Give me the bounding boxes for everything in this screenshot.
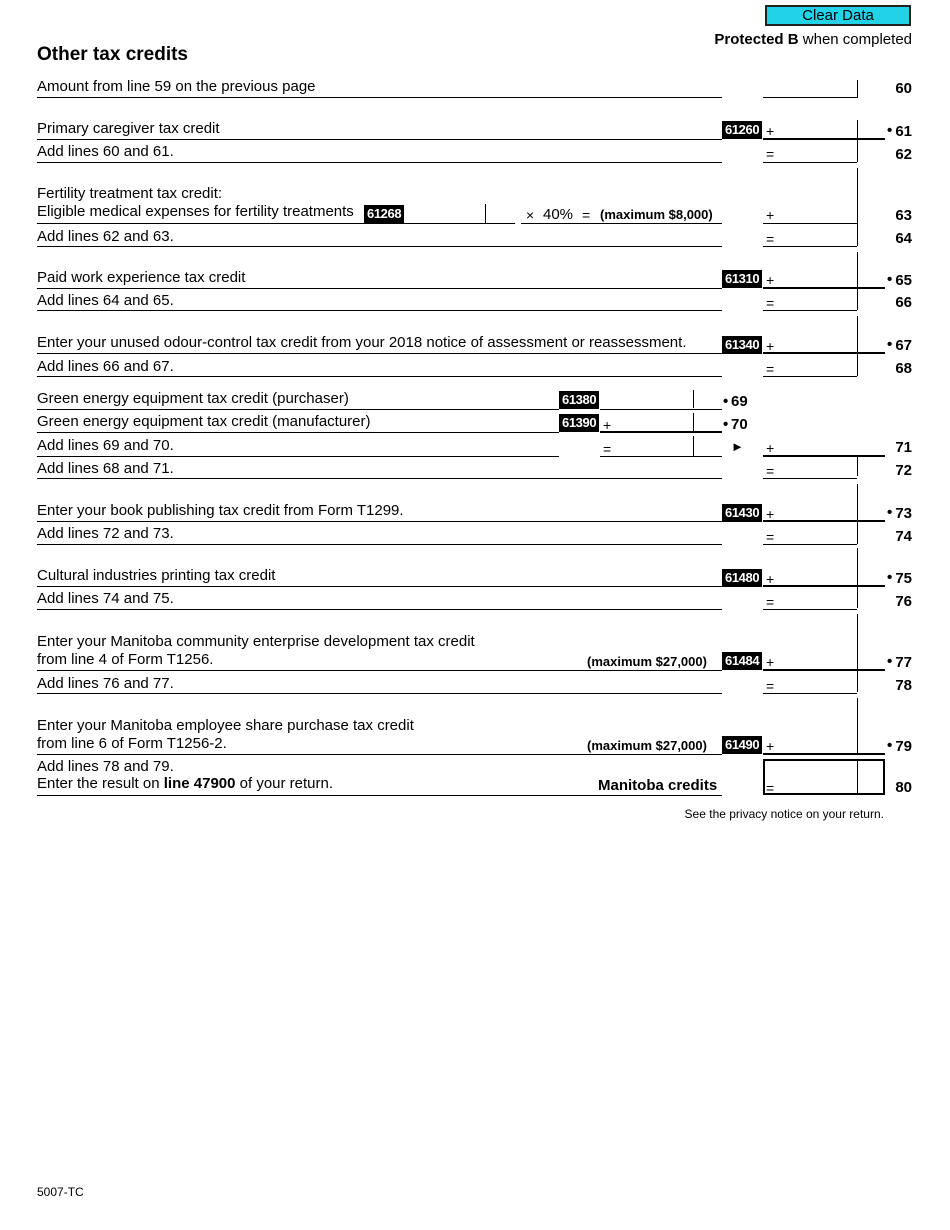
line-78-field[interactable] <box>763 693 857 694</box>
line-74-number: 74 <box>895 528 912 545</box>
line-66-number: 66 <box>895 294 912 311</box>
line-69-code: 61380 <box>559 391 599 409</box>
line-67-number: 67 <box>895 337 912 354</box>
line-73-field[interactable] <box>763 520 885 522</box>
line-73-label: Enter your book publishing tax credit from Form T1299. <box>37 502 404 519</box>
line-60-field[interactable] <box>763 97 857 98</box>
line-80-label-1: Add lines 78 and 79. <box>37 758 174 775</box>
line-67-field[interactable] <box>763 352 885 354</box>
line-69-number: 69 <box>731 393 748 410</box>
line-80-field[interactable] <box>763 759 885 795</box>
line-64-field[interactable] <box>763 246 857 247</box>
line-77-code: 61484 <box>722 652 762 670</box>
line-61-number: 61 <box>895 123 912 140</box>
line-77-number: 77 <box>895 654 912 671</box>
line-74-label: Add lines 72 and 73. <box>37 525 174 542</box>
line-64-label: Add lines 62 and 63. <box>37 228 174 245</box>
line-65-field[interactable] <box>763 287 885 289</box>
line-62-field[interactable] <box>763 162 857 163</box>
line-79-maximum: (maximum $27,000) <box>587 738 707 753</box>
line-74-field[interactable] <box>763 544 857 545</box>
line-78-label: Add lines 76 and 77. <box>37 675 174 692</box>
line-79-label-2: from line 6 of Form T1256-2. <box>37 735 227 752</box>
line-72-number: 72 <box>895 462 912 479</box>
line-65-label: Paid work experience tax credit <box>37 269 246 286</box>
line-70-code: 61390 <box>559 414 599 432</box>
line-61-plus: + <box>766 123 775 139</box>
line-62-number: 62 <box>895 146 912 163</box>
line-77-label-2: from line 4 of Form T1256. <box>37 651 214 668</box>
line-63-number: 63 <box>895 207 912 224</box>
line-79-field[interactable] <box>763 753 885 755</box>
line-71-field[interactable] <box>763 455 885 457</box>
line-66-field[interactable] <box>763 310 857 311</box>
line-71-number: 71 <box>895 439 912 456</box>
line-80-number: 80 <box>895 779 912 796</box>
line-71-label: Add lines 69 and 70. <box>37 437 174 454</box>
line-65-code: 61310 <box>722 270 762 288</box>
form-id: 5007-TC <box>37 1185 84 1199</box>
line-71-subtotal-field[interactable] <box>600 456 722 457</box>
privacy-notice: See the privacy notice on your return. <box>684 807 884 821</box>
line-69-label: Green energy equipment tax credit (purchaser) <box>37 390 349 407</box>
line-76-label: Add lines 74 and 75. <box>37 590 174 607</box>
line-63-code: 61268 <box>364 205 404 223</box>
line-63-field[interactable] <box>763 223 857 224</box>
line-70-label: Green energy equipment tax credit (manufacturer) <box>37 413 371 430</box>
line-64-number: 64 <box>895 230 912 247</box>
line-79-number: 79 <box>895 738 912 755</box>
clear-data-button[interactable]: Clear Data <box>765 5 911 26</box>
line-75-field[interactable] <box>763 585 885 587</box>
manitoba-credits-label: Manitoba credits <box>598 777 718 794</box>
line-79-label-1: Enter your Manitoba employee share purchase tax credit <box>37 717 414 734</box>
line-61-label: Primary caregiver tax credit <box>37 120 220 137</box>
line-62-label: Add lines 60 and 61. <box>37 143 174 160</box>
line-61-code: 61260 <box>722 121 762 139</box>
line-66-label: Add lines 64 and 65. <box>37 292 174 309</box>
line-68-number: 68 <box>895 360 912 377</box>
line-75-code: 61480 <box>722 569 762 587</box>
line-75-number: 75 <box>895 570 912 587</box>
line-77-label-1: Enter your Manitoba community enterprise development tax credit <box>37 633 475 650</box>
line-60-number: 60 <box>895 80 912 97</box>
line-63-heading: Fertility treatment tax credit: <box>37 185 223 202</box>
protected-b-notice: Protected B when completed <box>714 31 912 48</box>
line-77-field[interactable] <box>763 669 885 671</box>
line-69-field[interactable] <box>600 409 722 410</box>
line-63-calc-field[interactable] <box>521 223 722 224</box>
line-76-field[interactable] <box>763 609 857 610</box>
line-73-code: 61430 <box>722 504 762 522</box>
line-61-field[interactable] <box>763 138 885 140</box>
line-60-label: Amount from line 59 on the previous page <box>37 78 316 95</box>
line-76-number: 76 <box>895 593 912 610</box>
line-72-field[interactable] <box>763 478 857 479</box>
line-67-code: 61340 <box>722 336 762 354</box>
line-73-number: 73 <box>895 505 912 522</box>
line-70-field[interactable] <box>600 431 722 433</box>
line-68-label: Add lines 66 and 67. <box>37 358 174 375</box>
line-75-label: Cultural industries printing tax credit <box>37 567 276 584</box>
line-63-maximum: (maximum $8,000) <box>600 207 713 222</box>
line-63-label: Eligible medical expenses for fertility treatments <box>37 203 354 220</box>
line-78-number: 78 <box>895 677 912 694</box>
line-77-maximum: (maximum $27,000) <box>587 654 707 669</box>
line-72-label: Add lines 68 and 71. <box>37 460 174 477</box>
line-67-label: Enter your unused odour-control tax credit from your 2018 notice of assessment or reassessment. <box>37 334 687 351</box>
arrow-icon: ► <box>731 439 744 454</box>
page-title: Other tax credits <box>37 44 188 65</box>
line-65-number: 65 <box>895 272 912 289</box>
line-70-number: 70 <box>731 416 748 433</box>
line-79-code: 61490 <box>722 736 762 754</box>
line-80-label-2: Enter the result on line 47900 of your return. <box>37 775 334 792</box>
line-68-field[interactable] <box>763 376 857 377</box>
